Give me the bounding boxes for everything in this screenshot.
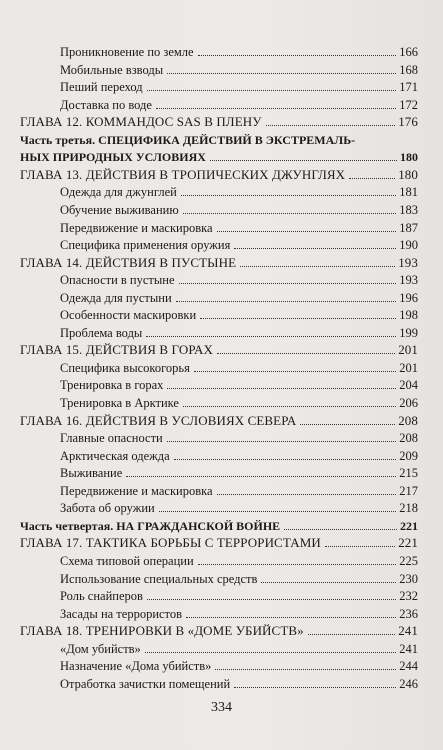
toc-page-number: 217 [399, 483, 418, 498]
toc-page-number: 218 [399, 501, 418, 516]
dot-leader [167, 388, 396, 389]
dot-leader [200, 318, 396, 319]
toc-page-number: 166 [399, 45, 418, 59]
dot-leader [210, 160, 397, 161]
toc-entry-title: Выживание [60, 466, 123, 481]
dot-leader [240, 266, 395, 267]
toc-page-number: 225 [399, 553, 418, 568]
toc-entry-title: Передвижение и маскировка [60, 483, 213, 498]
toc-page-number: 180 [400, 150, 418, 165]
dot-leader [217, 353, 395, 354]
dot-leader [159, 511, 397, 512]
toc-page-number: 232 [399, 589, 418, 604]
toc-page-number: 201 [398, 342, 418, 358]
toc-entry-title: Проникновение по земле [60, 45, 194, 59]
toc-entry-title: Роль снайперов [60, 589, 143, 604]
toc-entry-title: Проблема воды [60, 325, 143, 340]
dot-leader [186, 617, 396, 618]
toc-entry-title: Забота об оружии [60, 501, 155, 516]
toc-entry-title: Передвижение и маскировка [60, 220, 213, 235]
toc-entry-title: ГЛАВА 16. ДЕЙСТВИЯ В УСЛОВИЯХ СЕВЕРА [20, 412, 297, 428]
toc-entry-title: Одежда для пустыни [60, 290, 172, 305]
toc-entry-title: Главные опасности [60, 431, 163, 446]
dot-leader [146, 336, 396, 337]
dot-leader [300, 424, 395, 425]
dot-leader [174, 459, 397, 460]
dot-leader [349, 178, 395, 179]
toc-page-number: 244 [399, 659, 418, 674]
toc-page-number: 168 [399, 62, 418, 77]
toc-page-number: 241 [399, 641, 418, 656]
toc-entry-title: Одежда для джунглей [60, 185, 177, 200]
toc-entry-title: Тренировка в Арктике [60, 396, 179, 410]
toc-entry-title: Тренировка в горах [60, 378, 164, 393]
dot-leader [266, 125, 396, 126]
toc-page-number: 206 [399, 396, 418, 410]
dot-leader [147, 599, 396, 600]
toc-page-number: 196 [399, 290, 418, 305]
dot-leader [181, 195, 396, 196]
dot-leader [308, 634, 395, 635]
dot-leader [156, 108, 396, 109]
toc-entry-title: ГЛАВА 17. ТАКТИКА БОРЬБЫ С ТЕРРОРИСТАМИ [20, 535, 321, 551]
toc-entry-title: Пеший переход [60, 80, 143, 95]
toc-page-number: 190 [399, 238, 418, 253]
toc-page-number: 171 [399, 80, 418, 95]
toc-entry-title: Засады на террористов [60, 606, 183, 621]
toc-page-number: 241 [398, 623, 418, 639]
toc-entry-title: «Дом убийств» [60, 641, 141, 656]
toc-entry-title: Часть третья. СПЕЦИФИКА ДЕЙСТВИЙ В ЭКСТРЕМАЛЬ- [20, 132, 356, 147]
toc-page-number: 180 [398, 166, 418, 182]
dot-leader [234, 687, 396, 688]
toc-entry-title: Назначение «Дома убийств» [60, 659, 212, 674]
toc-entry-title: Специфика применения оружия [60, 238, 231, 253]
dot-leader [261, 582, 396, 583]
toc-page-number: 193 [398, 254, 418, 270]
toc-entry-title: Мобильные взводы [60, 62, 164, 77]
dot-leader [126, 476, 396, 477]
toc-page-number: 183 [399, 202, 418, 217]
dot-leader [198, 564, 397, 565]
toc-entry-title: Специфика высокогорья [60, 360, 190, 375]
toc-page-number: 176 [398, 114, 418, 130]
toc-page-number: 181 [399, 185, 418, 200]
dot-leader [183, 213, 397, 214]
toc-page-number: 208 [398, 412, 418, 428]
toc-page-number: 199 [399, 325, 418, 340]
toc-entry-title: Использование специальных средств [60, 571, 258, 586]
toc-entry-title: Обучение выживанию [60, 202, 179, 217]
toc-page-number: 172 [399, 97, 418, 112]
toc-page-number: 201 [399, 360, 418, 375]
toc-page-number: 230 [399, 571, 418, 586]
toc-page-number: 221 [400, 518, 418, 533]
dot-leader [194, 371, 396, 372]
dot-leader [167, 441, 397, 442]
dot-leader [217, 494, 397, 495]
toc-page-number: 246 [399, 676, 418, 691]
dot-leader [284, 529, 397, 530]
dot-leader [145, 652, 396, 653]
toc-entry-title: Опасности в пустыне [60, 273, 175, 288]
toc-entry-title: НЫХ ПРИРОДНЫХ УСЛОВИЯХ [20, 150, 206, 165]
toc-entry-title: ГЛАВА 14. ДЕЙСТВИЯ В ПУСТЫНЕ [20, 254, 237, 270]
toc-page-number: 221 [398, 535, 418, 551]
toc-entry-title: Отработка зачистки помещений [60, 676, 231, 691]
toc-page-number: 187 [399, 220, 418, 235]
toc-entry-title: ГЛАВА 18. ТРЕНИРОВКИ В «ДОМЕ УБИЙСТВ» [20, 623, 304, 639]
toc-entry-title: Арктическая одежда [60, 448, 170, 463]
toc-page-number: 209 [399, 448, 418, 463]
toc-page-number: 215 [399, 466, 418, 481]
toc-page-number: 236 [399, 606, 418, 621]
toc-entry-title: Доставка по воде [60, 97, 152, 112]
dot-leader [198, 55, 397, 56]
toc-entry-title: Схема типовой операции [60, 553, 194, 568]
dot-leader [179, 283, 397, 284]
dot-leader [167, 73, 396, 74]
dot-leader [183, 406, 396, 407]
toc-page-number: 204 [399, 378, 418, 393]
dot-leader [176, 301, 397, 302]
toc-entry-title: ГЛАВА 12. КОММАНДОС SAS В ПЛЕНУ [20, 114, 262, 130]
dot-leader [147, 90, 397, 91]
toc-entry-title: ГЛАВА 13. ДЕЙСТВИЯ В ТРОПИЧЕСКИХ ДЖУНГЛЯХ [20, 166, 346, 182]
dot-leader [217, 231, 397, 232]
toc-entry-title: Часть четвертая. НА ГРАЖДАНСКОЙ ВОЙНЕ [20, 518, 281, 533]
toc-entry-title: ГЛАВА 15. ДЕЙСТВИЯ В ГОРАХ [20, 342, 213, 358]
toc-page-number: 198 [399, 308, 418, 323]
dot-leader [234, 248, 396, 249]
toc-page-number: 193 [399, 273, 418, 288]
dot-leader [325, 546, 395, 547]
dot-leader [215, 669, 396, 670]
toc-entry-title: Особенности маскировки [60, 308, 197, 323]
page-number: 334 [211, 700, 232, 715]
toc-page-number: 208 [399, 431, 418, 446]
toc-subentry [60, 672, 418, 692]
